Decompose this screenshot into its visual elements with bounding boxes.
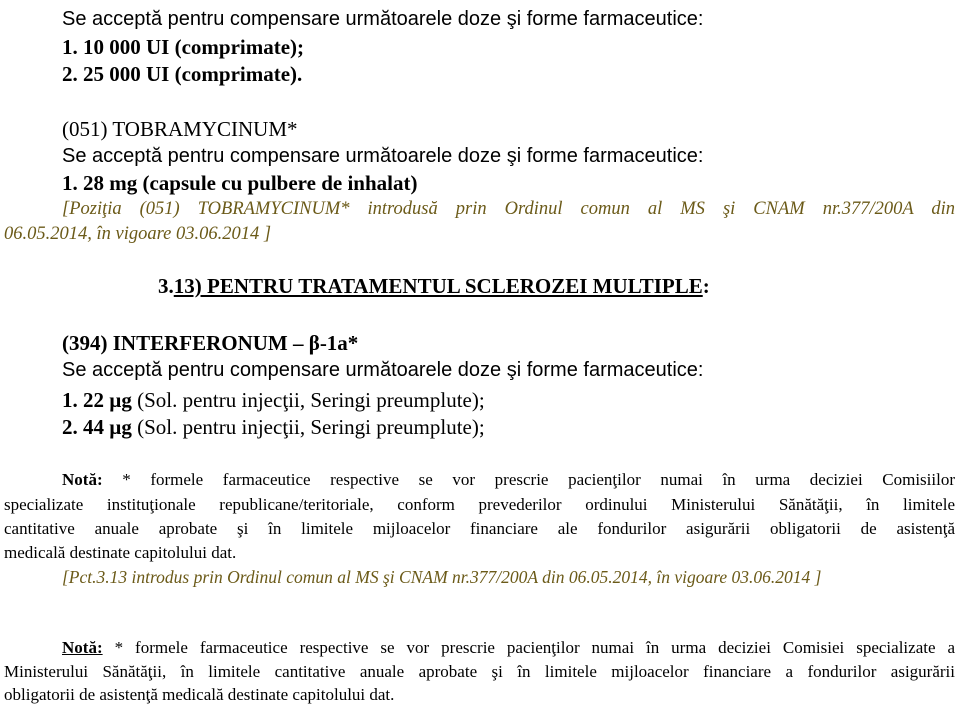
note2-label: Notă: bbox=[62, 638, 103, 657]
dose-item-25000ui: 2. 25 000 UI (comprimate). bbox=[62, 62, 303, 86]
note1-line2: specializate instituţionale republicane/teritoriale, conform prevederilor ordinului Ministerului Sănătăţii, în limitele bbox=[4, 495, 955, 514]
dose-item-28mg: 1. 28 mg (capsule cu pulbere de inhalat) bbox=[62, 171, 418, 195]
section-number: 3. bbox=[158, 274, 174, 298]
note1-text-line1: * formele farmaceutice respective se vor prescrie pacienţilor numai în urma deciziei Comisiilor bbox=[122, 470, 955, 489]
tobramycin-amendment-line1: [Poziţia (051) TOBRAMYCINUM* introdusă prin Ordinul comun al MS şi CNAM nr.377/200A din bbox=[62, 199, 955, 219]
interferon-title-name: (394) INTERFERONUM bbox=[62, 331, 288, 355]
note1-amendment: [Pct.3.13 introdus prin Ordinul comun al MS şi CNAM nr.377/200A din 06.05.2014, în vigoare 03.06.2014 ] bbox=[62, 567, 822, 587]
interferon-title-suffix: – β-1a* bbox=[293, 331, 359, 355]
note1-line3: cantitative anuale aprobate şi în limitele mijloacelor financiare ale fondurilor asigurării obligatorii de asistenţă bbox=[4, 519, 955, 538]
dose-intro-interferon: Se acceptă pentru compensare următoarele doze şi forme farmaceutice: bbox=[62, 359, 704, 381]
interferon-title bbox=[62, 331, 358, 355]
note2-line2: Ministerului Sănătăţii, în limitele cantitative anuale aprobate şi în limitele mijloacelor financiare a fondurilor asigurării bbox=[4, 662, 955, 681]
dose-item-44ug-form: (Sol. pentru injecţii, Seringi preumplute); bbox=[137, 415, 485, 439]
dose-item-10000ui: 1. 10 000 UI (comprimate); bbox=[62, 35, 305, 59]
note1-line4: medicală destinate capitolului dat. bbox=[4, 543, 237, 562]
dose-item-44ug bbox=[62, 415, 485, 439]
section-title: 13) PENTRU TRATAMENTUL SCLEROZEI MULTIPLE bbox=[173, 274, 703, 298]
note2-line3: obligatorii de asistenţă medicală destinate capitolului dat. bbox=[4, 685, 395, 704]
note2-text-line1: * formele farmaceutice respective se vor prescrie pacienţilor numai în urma deciziei Comisiei specializate a bbox=[114, 638, 956, 657]
dose-item-44ug-dose: 2. 44 µg bbox=[62, 415, 132, 439]
dose-intro-tobramycin: Se acceptă pentru compensare următoarele doze şi forme farmaceutice: bbox=[62, 145, 704, 167]
tobramycin-amendment-line2: 06.05.2014, în vigoare 03.06.2014 ] bbox=[4, 224, 272, 244]
note1-line1 bbox=[62, 469, 955, 491]
section-heading bbox=[158, 274, 710, 298]
section-colon: : bbox=[702, 274, 710, 298]
dose-item-22ug bbox=[62, 388, 485, 412]
dose-item-22ug-dose: 1. 22 µg bbox=[62, 388, 132, 412]
note1-label: Notă: bbox=[62, 470, 103, 489]
dose-intro-1: Se acceptă pentru compensare următoarele doze şi forme farmaceutice: bbox=[62, 8, 704, 30]
tobramycin-title: (051) TOBRAMYCINUM* bbox=[62, 117, 298, 141]
dose-item-22ug-form: (Sol. pentru injecţii, Seringi preumplute); bbox=[137, 388, 485, 412]
note2-line1 bbox=[62, 637, 955, 659]
